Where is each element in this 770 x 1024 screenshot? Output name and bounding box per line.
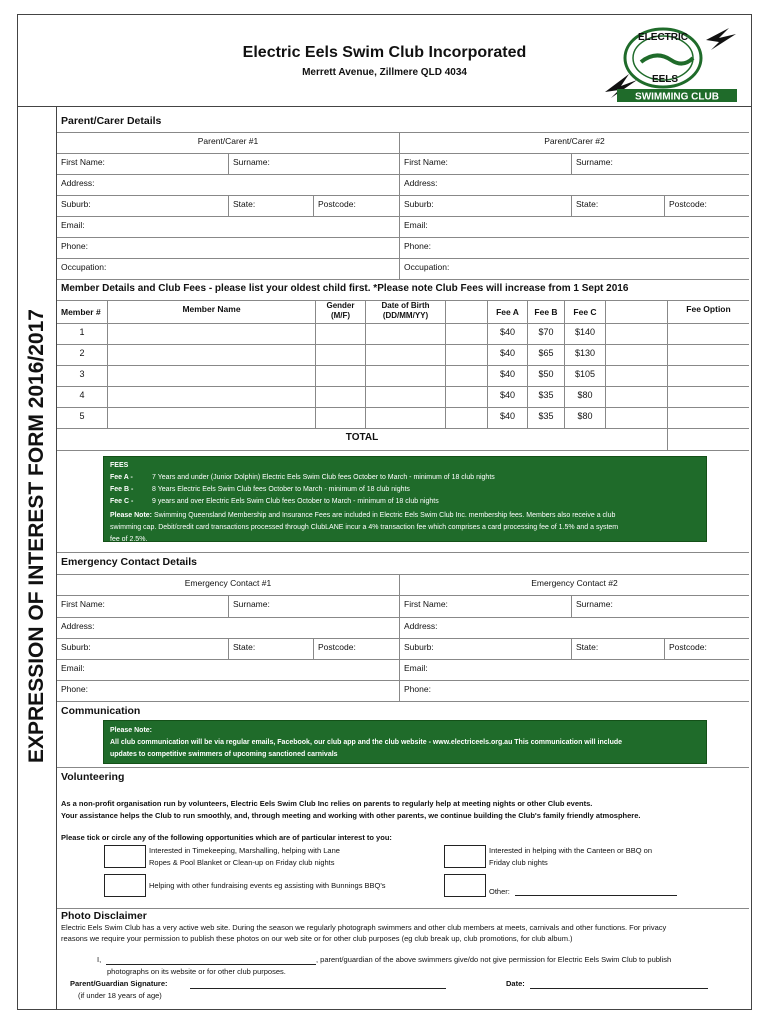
emergency2-suburb-field[interactable]: Suburb: (399, 639, 571, 659)
communication-line1: All club communication will be via regular emails, Facebook, our club app and the club website - www.electriceels.org.au This communication will include (110, 739, 623, 746)
emergency-address-row (57, 618, 749, 639)
emergency2-phone-field[interactable]: Phone: (399, 681, 749, 701)
member-number: 2 (79, 348, 85, 358)
member-blank-2 (605, 366, 667, 386)
parent2-occupation-field[interactable]: Occupation: (399, 259, 749, 279)
member-blank-2 (605, 408, 667, 428)
member-blank-2 (605, 345, 667, 365)
date-label: Date: (506, 979, 525, 988)
parent-suburb-row (57, 196, 749, 217)
emergency2-state-field[interactable]: State: (571, 639, 664, 659)
member-row (57, 324, 749, 345)
emergency-section-header (57, 553, 749, 575)
fees-region (57, 451, 749, 553)
fee-b-value: $35 (527, 408, 564, 428)
volunteering-instruction: Please tick or circle any of the following opportunities which are of particular interest to you: (61, 833, 392, 842)
member-number: 5 (79, 411, 85, 421)
header-gender-line2: (M/F) (330, 311, 351, 320)
member-gender-field[interactable] (315, 387, 365, 407)
timekeeping-checkbox[interactable] (104, 845, 146, 868)
photo-consent-text: , parent/guardian of the above swimmers give/do not give permission for Electric Eels Swim Club to publish (316, 955, 672, 964)
emergency2-header: Emergency Contact #2 (399, 575, 749, 595)
fee-b-value: $70 (527, 324, 564, 344)
header-dob-line1: Date of Birth (381, 301, 430, 310)
emergency1-first-name-field[interactable]: First Name: (61, 599, 105, 609)
parent-section-title: Parent/Carer Details (61, 115, 162, 127)
parent1-first-name-field[interactable]: First Name: (61, 157, 105, 167)
header-gender (315, 301, 365, 323)
communication-note-label: Please Note: (110, 727, 153, 734)
parent-phone-row (57, 238, 749, 259)
emergency1-phone-field[interactable]: Phone: (61, 684, 88, 694)
fee-option-field[interactable] (667, 387, 749, 407)
parent1-email-field[interactable]: Email: (61, 220, 85, 230)
member-name-field[interactable] (107, 324, 315, 344)
parent1-state-field[interactable]: State: (228, 196, 313, 216)
member-row (57, 387, 749, 408)
photo-title: Photo Disclaimer (61, 910, 147, 922)
emergency2-postcode-field[interactable]: Postcode: (664, 639, 749, 659)
photo-i-label: I, (97, 955, 102, 964)
form-side-title: EXPRESSION OF INTEREST FORM 2016/2017 (25, 309, 48, 763)
parent-occupation-row (57, 259, 749, 280)
club-logo (601, 22, 741, 104)
emergency2-surname-field[interactable]: Surname: (571, 596, 749, 617)
member-blank-2 (605, 387, 667, 407)
parent1-occupation-field[interactable]: Occupation: (61, 262, 107, 272)
member-dob-field[interactable] (365, 408, 445, 428)
emergency-column-header-row (57, 575, 749, 596)
parent2-address-field[interactable]: Address: (399, 175, 749, 195)
fee-option-field[interactable] (667, 345, 749, 365)
header-dob-line2: (DD/MM/YY) (382, 311, 429, 320)
parent2-header: Parent/Carer #2 (399, 133, 749, 153)
fee-option-field[interactable] (667, 366, 749, 386)
member-name-field[interactable] (107, 387, 315, 407)
timekeeping-label-2: Ropes & Pool Blanket or Clean-up on Friday club nights (149, 858, 335, 867)
volunteering-title: Volunteering (61, 771, 125, 783)
parent1-phone-field[interactable]: Phone: (61, 241, 88, 251)
parent2-first-name-field[interactable]: First Name: (399, 154, 571, 174)
club-address: Merrett Avenue, Zillmere QLD 4034 (302, 67, 467, 78)
parent2-email-field[interactable]: Email: (399, 217, 749, 237)
form-header (17, 14, 752, 107)
other-input-line[interactable] (515, 895, 677, 896)
header-blank (445, 301, 487, 323)
emergency-phone-row (57, 681, 749, 702)
fee-c-value: $105 (564, 366, 605, 386)
parent2-state-field[interactable]: State: (571, 196, 664, 216)
emergency2-email-field[interactable]: Email: (399, 660, 749, 680)
other-label: Other: (489, 887, 510, 896)
member-blank (445, 324, 487, 344)
signature-input-line[interactable] (190, 988, 446, 989)
emergency-suburb-row (57, 639, 749, 660)
parent1-postcode-field[interactable]: Postcode: (313, 196, 399, 216)
emergency-name-row (57, 596, 749, 618)
member-row (57, 366, 749, 387)
signature-under-18-note: (if under 18 years of age) (78, 991, 162, 1000)
member-blank (445, 345, 487, 365)
fees-note-text1: Swimming Queensland Membership and Insurance Fees are included in Electric Eels Swim Club Inc. membership fees. Members also receive a club (152, 512, 616, 519)
volunteering-intro-1: As a non-profit organisation run by volunteers, Electric Eels Swim Club Inc relies on parents to regularly help at meeting nights or other Club events. (61, 799, 593, 808)
logo-banner-text: SWIMMING CLUB (635, 91, 719, 103)
parent-name-row (57, 154, 749, 175)
emergency-section-title: Emergency Contact Details (61, 556, 197, 568)
signature-label: Parent/Guardian Signature: (70, 979, 168, 988)
parent1-surname-field[interactable]: Surname: (228, 154, 399, 174)
parent2-phone-field[interactable]: Phone: (399, 238, 749, 258)
parent-column-header-row (57, 133, 749, 154)
parent1-address-field[interactable]: Address: (61, 178, 95, 188)
member-blank (445, 408, 487, 428)
photo-text-2: reasons we require your permission to publish these photos on our web site or for other club purposes (eg club break up, club promotions, for club album.) (61, 934, 573, 943)
member-dob-field[interactable] (365, 324, 445, 344)
canteen-label-2: Friday club nights (489, 858, 548, 867)
communication-title: Communication (61, 705, 141, 717)
header-fee-a: Fee A (487, 301, 527, 323)
other-checkbox[interactable] (444, 874, 486, 897)
fee-b-value: $35 (527, 387, 564, 407)
parent1-suburb-field[interactable]: Suburb: (61, 199, 91, 209)
parent-email-row (57, 217, 749, 238)
fee-c-value: $130 (564, 345, 605, 365)
member-name-field[interactable] (107, 408, 315, 428)
parent-name-input-line[interactable] (106, 964, 316, 965)
fundraising-checkbox[interactable] (104, 874, 146, 897)
fees-note-label: Please Note: (110, 512, 153, 519)
logo-text-bottom: EELS (651, 74, 679, 85)
timekeeping-label-1: Interested in Timekeeping, Marshalling, helping with Lane (149, 846, 340, 855)
date-input-line[interactable] (530, 988, 708, 989)
header-fee-c: Fee C (564, 301, 605, 323)
member-number: 3 (79, 369, 85, 379)
fee-a-value: $40 (487, 324, 527, 344)
member-number: 1 (79, 327, 85, 337)
fee-c-value: $140 (564, 324, 605, 344)
communication-note-box (103, 720, 707, 764)
parent2-suburb-field[interactable]: Suburb: (399, 196, 571, 216)
emergency1-suburb-field[interactable]: Suburb: (61, 642, 91, 652)
fee-option-field[interactable] (667, 324, 749, 344)
fundraising-label: Helping with other fundraising events eg assisting with Bunnings BBQ's (149, 881, 386, 890)
emergency1-address-field[interactable]: Address: (61, 621, 95, 631)
member-dob-field[interactable] (365, 387, 445, 407)
fees-note-line3: fee of 2.5%. (110, 536, 148, 543)
canteen-checkbox[interactable] (444, 845, 486, 868)
emergency2-first-name-field[interactable]: First Name: (399, 596, 571, 617)
volunteering-intro-2: Your assistance helps the Club to run smoothly, and, through meeting and working with other parents, we continue building the Club's family friendly atmosphere. (61, 811, 641, 820)
member-name-field[interactable] (107, 345, 315, 365)
fee-a-label: Fee A - (110, 474, 133, 481)
header-member-name: Member Name (107, 301, 315, 323)
total-row (57, 429, 749, 451)
photo-text-1: Electric Eels Swim Club has a very active web site. During the season we regularly photograph swimmers and other club members at meets, carnivals and other functions. For privacy (61, 923, 667, 932)
parent2-surname-field[interactable]: Surname: (571, 154, 749, 174)
member-blank-2 (605, 324, 667, 344)
member-name-field[interactable] (107, 366, 315, 386)
member-gender-field[interactable] (315, 408, 365, 428)
logo-text-top: ELECTRIC (638, 32, 688, 43)
fee-a-value: $40 (487, 366, 527, 386)
member-table-header (57, 301, 749, 324)
fee-a-value: $40 (487, 387, 527, 407)
member-number: 4 (79, 390, 85, 400)
parent-section-header (57, 112, 749, 133)
total-value-field[interactable] (667, 429, 749, 450)
emergency1-state-field[interactable]: State: (228, 639, 313, 659)
emergency2-address-field[interactable]: Address: (399, 618, 749, 638)
parent-address-row (57, 175, 749, 196)
member-gender-field[interactable] (315, 345, 365, 365)
fee-b-value: $50 (527, 366, 564, 386)
member-gender-field[interactable] (315, 324, 365, 344)
member-blank (445, 366, 487, 386)
fees-note-line2: swimming cap. Debit/credit card transactions processed through ClubLANE incur a 4% transaction fee which comprises a card processing fee of 1.5% and a system (110, 524, 619, 531)
emergency1-surname-field[interactable]: Surname: (228, 596, 399, 617)
fee-a-value: $40 (487, 345, 527, 365)
parent2-postcode-field[interactable]: Postcode: (664, 196, 749, 216)
header-gender-line1: Gender (326, 301, 355, 310)
member-row (57, 345, 749, 366)
fee-c-text: 9 years and over Electric Eels Swim Club fees October to March - minimum of 18 club nights (152, 498, 439, 505)
fee-b-value: $65 (527, 345, 564, 365)
club-name: Electric Eels Swim Club Incorporated (242, 44, 527, 61)
fees-title: FEES (110, 462, 129, 469)
member-dob-field[interactable] (365, 345, 445, 365)
header-dob (365, 301, 445, 323)
canteen-label-1: Interested in helping with the Canteen or BBQ on (489, 846, 653, 855)
header-member-number: Member # (61, 307, 101, 317)
member-gender-field[interactable] (315, 366, 365, 386)
header-blank-2 (605, 301, 667, 323)
member-blank (445, 387, 487, 407)
header-fee-option: Fee Option (667, 301, 749, 323)
fee-a-value: $40 (487, 408, 527, 428)
member-row (57, 408, 749, 429)
fee-c-value: $80 (564, 387, 605, 407)
emergency1-email-field[interactable]: Email: (61, 663, 85, 673)
communication-line2: updates to competitive swimmers of upcoming sanctioned carnivals (110, 751, 338, 758)
member-section-header (57, 280, 749, 301)
total-label: TOTAL (345, 432, 379, 443)
fee-option-field[interactable] (667, 408, 749, 428)
emergency1-postcode-field[interactable]: Postcode: (313, 639, 399, 659)
fee-b-label: Fee B - (110, 486, 134, 493)
header-fee-b: Fee B (527, 301, 564, 323)
emergency-email-row (57, 660, 749, 681)
fee-c-label: Fee C - (110, 498, 134, 505)
emergency1-header: Emergency Contact #1 (184, 578, 272, 588)
member-section-title: Member Details and Club Fees - please list your oldest child first. *Please note Club Fees will increase from 1 Sept 2016 (61, 283, 629, 294)
fee-a-text: 7 Years and under (Junior Dolphin) Electric Eels Swim Club fees October to March - minimum of 18 club nights (152, 474, 495, 481)
parent1-header: Parent/Carer #1 (197, 136, 259, 146)
member-dob-field[interactable] (365, 366, 445, 386)
photo-consent-text-2: photographs on its website or for other club purposes. (107, 967, 286, 976)
fee-c-value: $80 (564, 408, 605, 428)
fee-b-text: 8 Years Electric Eels Swim Club fees October to March - minimum of 18 club nights (152, 486, 410, 493)
